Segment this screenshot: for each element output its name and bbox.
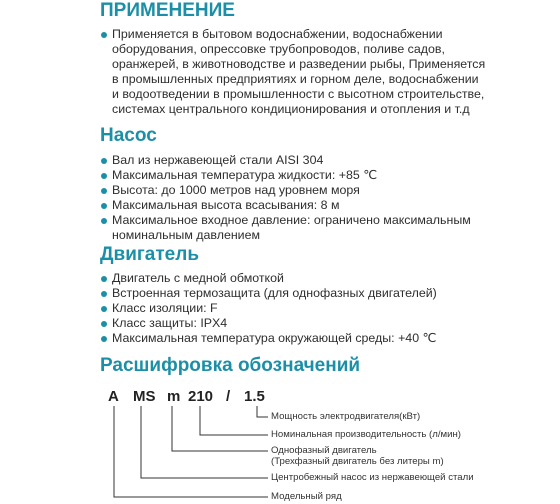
- application-line-1: Применяется в бытовом водоснабжении, водоснабжении: [112, 27, 443, 41]
- application-line-5: и водоотведении в промышленности с высотном строительстве,: [112, 87, 485, 101]
- application-line-6: системах центрального кондиционирования и отопления и т.д: [112, 102, 470, 116]
- code-part-power: 1.5: [244, 388, 265, 405]
- pump-item-5: Максимальное входное давление: ограничено максимальным: [112, 213, 471, 227]
- pump-item-1: Вал из нержавеющей стали AISI 304: [112, 153, 324, 167]
- application-line-2: оборудования, опрессовке трубопроводов, поливе садов,: [112, 42, 445, 56]
- code-part-pump-type: MS: [133, 388, 156, 405]
- section-title-application: ПРИМЕНЕНИЕ: [100, 0, 235, 21]
- pump-item-2: Максимальная температура жидкости: +85 ℃: [112, 168, 378, 182]
- application-line-3: оранжерей, в животноводстве и разведении рыбы, Применяется: [112, 57, 486, 71]
- section-title-motor: Двигатель: [100, 244, 199, 265]
- section-title-decoding: Расшифровка обозначений: [100, 355, 361, 376]
- code-part-flow: 210: [188, 388, 214, 405]
- desc-pump-type: Центробежный насос из нержавеющей стали: [271, 472, 474, 483]
- section-title-pump: Насос: [100, 125, 157, 146]
- pump-item-5-continuation: номинальным давлением: [112, 228, 261, 242]
- connector-flow: [200, 406, 268, 435]
- code-part-series: A: [108, 388, 119, 405]
- motor-item-2: Встроенная термозащита (для однофазных двигателей): [112, 286, 437, 300]
- motor-item-4: Класс защиты: IPX4: [112, 316, 228, 330]
- connector-power: [257, 406, 268, 417]
- desc-flow: Номинальная производительность (л/мин): [271, 429, 461, 440]
- desc-series: Модельный ряд: [271, 491, 342, 502]
- desc-power: Мощность электродвигателя(кВт): [271, 411, 421, 422]
- pump-item-3: Высота: до 1000 метров над уровнем моря: [112, 183, 360, 197]
- motor-item-3: Класс изоляции: F: [112, 301, 218, 315]
- application-line-4: в промышленных предприятиях и горном деле, водоснабжении: [112, 72, 479, 86]
- pump-item-4: Максимальная высота всасывания: 8 м: [112, 198, 340, 212]
- connector-phase: [172, 406, 268, 451]
- code-part-phase: m: [167, 388, 181, 405]
- code-part-slash: /: [226, 388, 231, 405]
- motor-item-5: Максимальная температура окружающей среды: +40 ℃: [112, 331, 437, 345]
- desc-phase-note: (Трехфазный двигатель без литеры m): [271, 456, 444, 467]
- connector-pump-type: [141, 406, 268, 478]
- desc-phase: Однофазный двигатель: [271, 445, 377, 456]
- motor-item-1: Двигатель с медной обмоткой: [112, 271, 284, 285]
